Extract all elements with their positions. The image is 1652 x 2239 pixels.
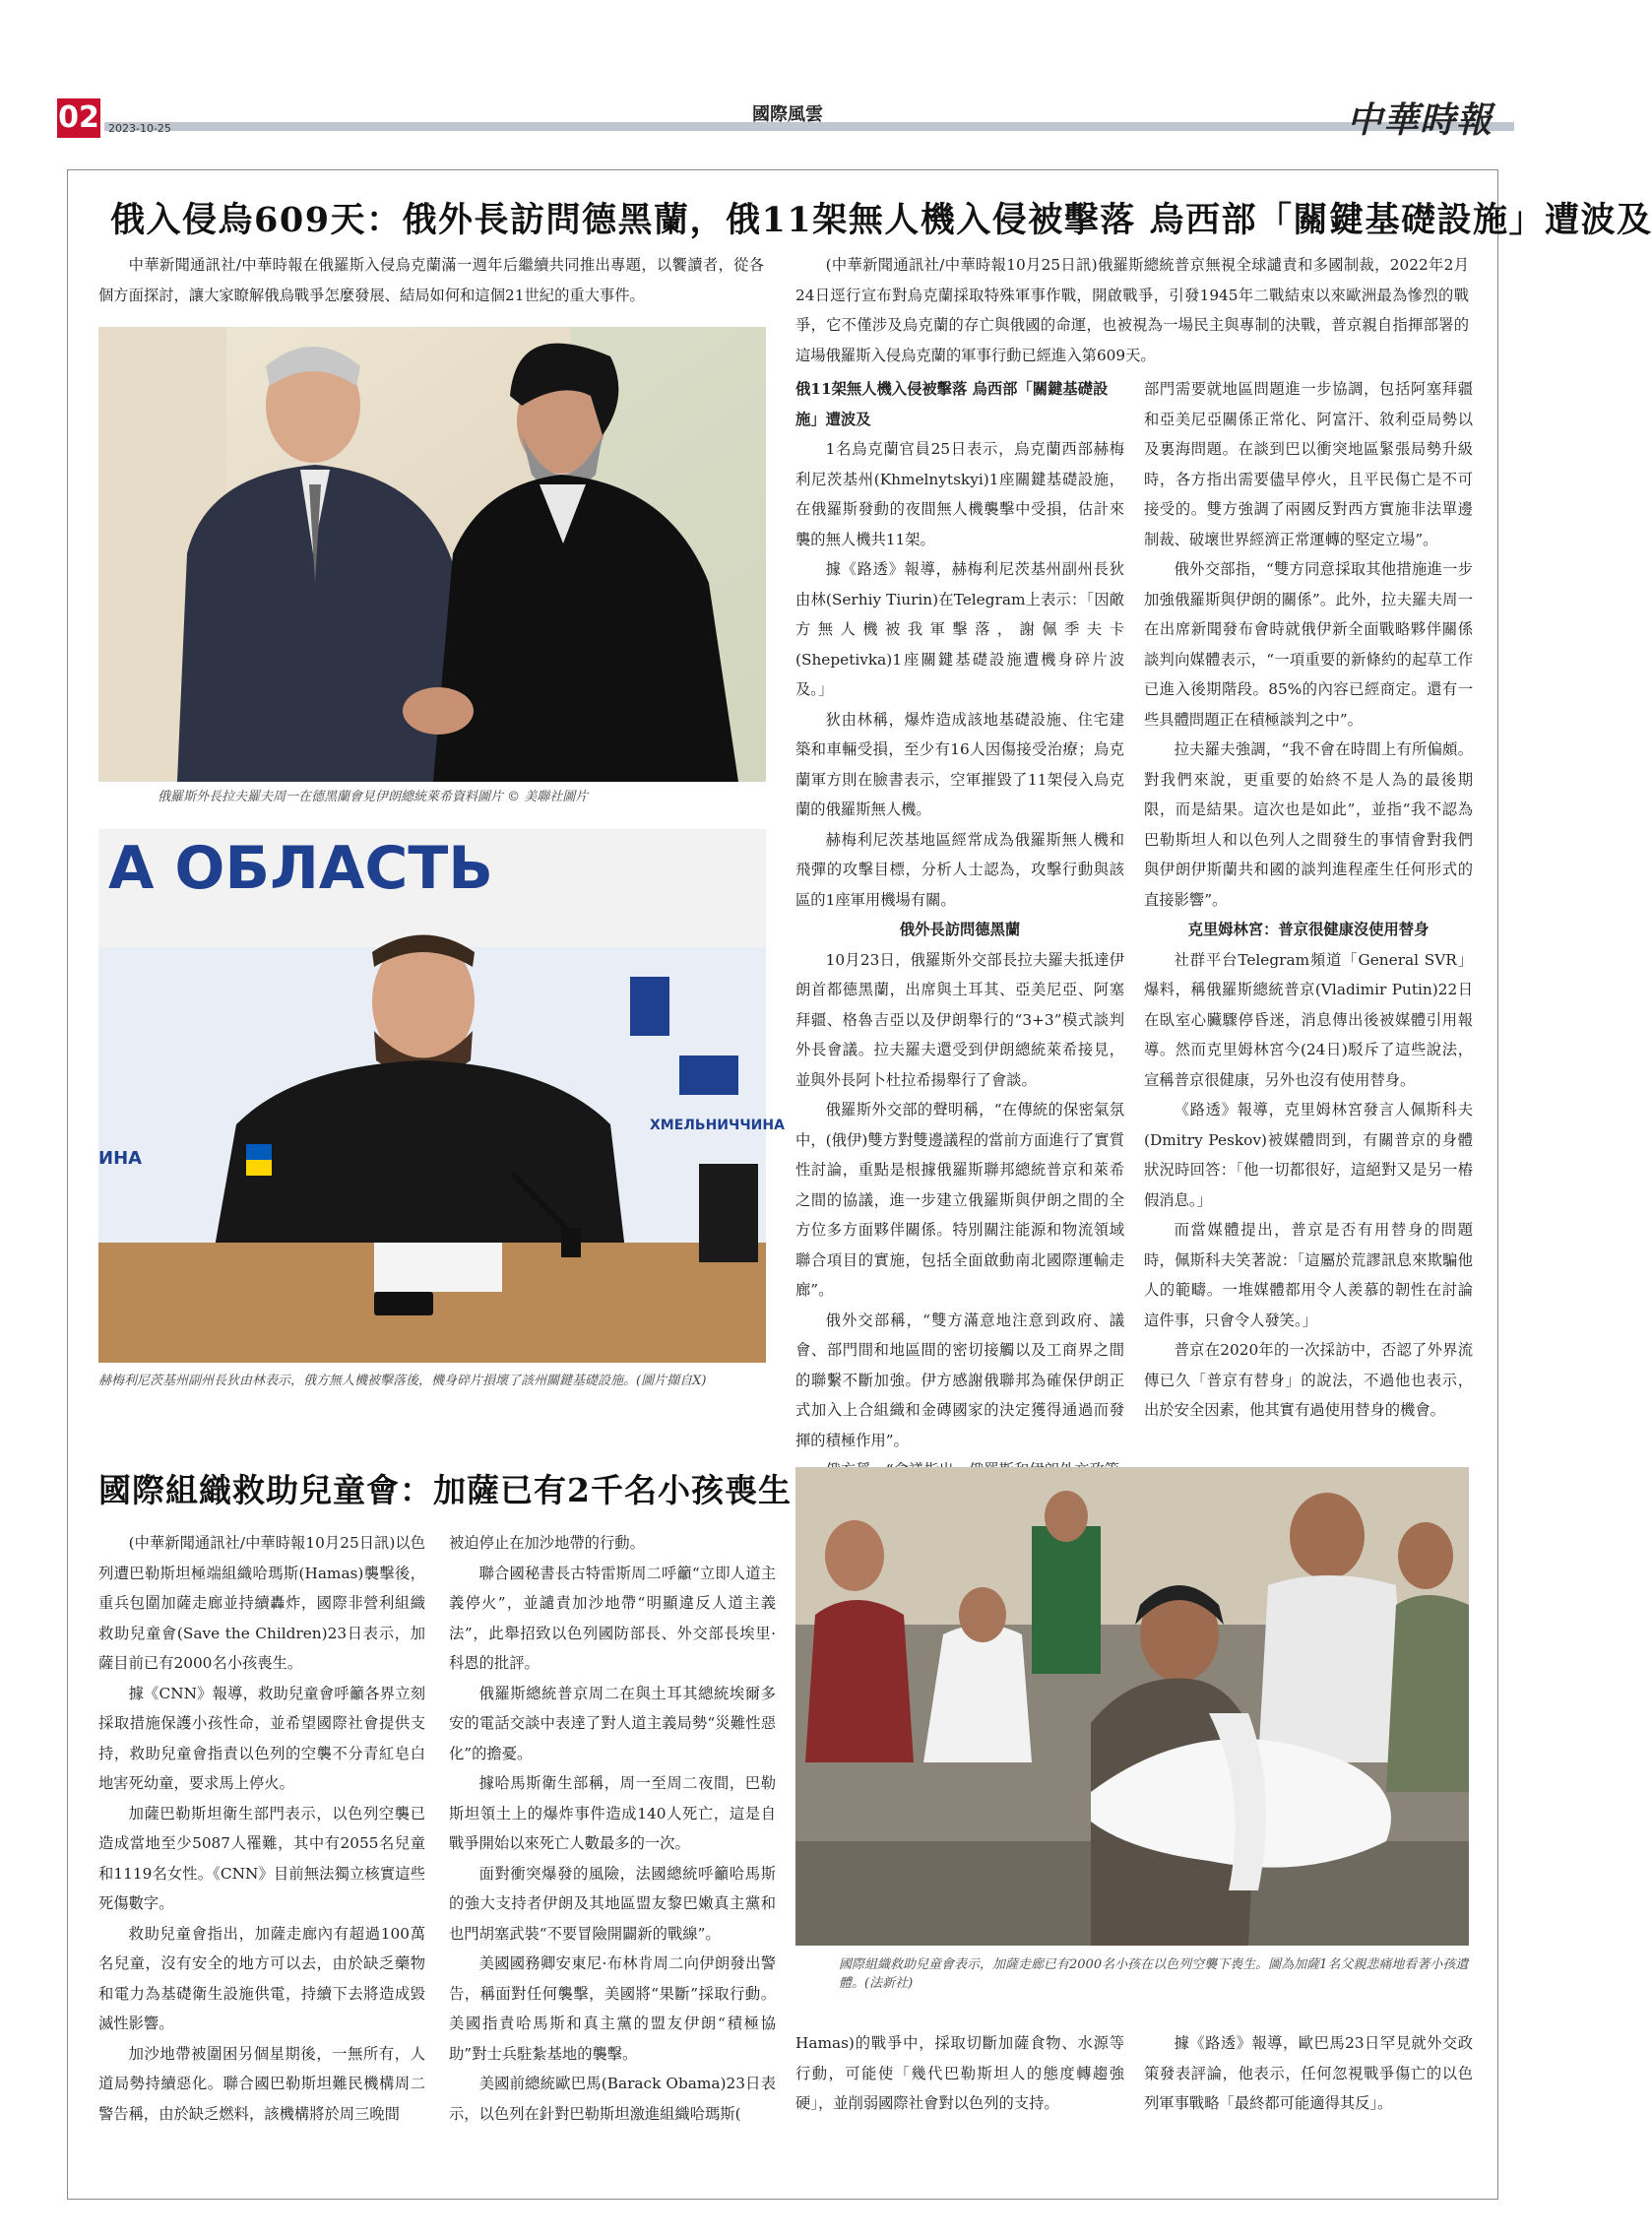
paragraph: 1名烏克蘭官員25日表示，烏克蘭西部赫梅利尼茨基州(Khmelnytskyi)1座關鍵基礎設施，在俄羅斯發動的夜間無人機襲擊中受損，估計來襲的無人機共11架。 [795,440,1124,548]
sign-oblast-text: А ОБЛАСТЬ [108,834,494,903]
article1-subhead-3: 克里姆林宮：普京很健康沒使用替身 [1187,921,1430,938]
paragraph: 據《CNN》報導，救助兒童會呼籲各界立刻採取措施保護小孩性命，並希望國際社會提供支持，救助兒童會指責以色列的空襲不分青紅皂白地害死幼童，要求馬上停火。 [98,1684,425,1792]
paragraph: 美國前總統歐巴馬(Barack Obama)23日表示，以色列在針對巴勒斯坦激進組織哈瑪斯( [449,2075,776,2123]
article1-column-1 [795,374,1124,1486]
article2-column-2 [449,1528,776,2129]
article2-headline: 國際組織救助兒童會：加薩已有2千名小孩喪生 [98,1471,792,1509]
paragraph: 俄羅斯外交部的聲明稱，“在傳統的保密氣氛中，(俄伊)雙方對雙邊議程的當前方面進行了實質性討論，重點是根據俄羅斯聯邦總統普京和萊希之間的協議，進一步建立俄羅斯與伊朗之間的全方位多方面夥伴關係。特別關注能源和物流領域聯合項目的實施，包括全面啟動南北國際運輸走廊”。 [795,1101,1124,1299]
photo3-caption: 國際組織救助兒童會表示，加薩走廊已有2000名小孩在以色列空襲下喪生。圖為加薩1名父親悲痛地看著小孩遺體。(法新社) [839,1957,1469,1991]
photo-lavrov-raisi-image [98,327,766,782]
paragraph: 社群平台Telegram頻道「General SVR」爆料，稱俄羅斯總統普京(Vladimir Putin)22日在臥室心臟驟停昏迷，消息傳出後被媒體引用報導。然而克里姆林宮今(24日)駁斥了這些說法，宣稱普京很健康，另外也沒有使用替身。 [1144,950,1473,1089]
paragraph: 據《路透》報導，歐巴馬23日罕見就外交政策發表評論，他表示，任何忽視戰爭傷亡的以色列軍事戰略「最終都可能適得其反」。 [1144,2034,1473,2112]
paragraph: 拉夫羅夫強調，“我不會在時間上有所偏頗。對我們來說，更重要的始終不是人為的最後期限，而是結果。這次也是如此”，並指“我不認為巴勒斯坦人和以色列人之間發生的事情會對我們與伊朗伊斯蘭共和國的談判進程產生任何形式的直接影響”。 [1144,740,1473,909]
article1-subhead-1: 俄11架無人機入侵被擊落 烏西部「關鍵基礎設施」遭波及 [795,380,1109,428]
paragraph: 狄由林稱，爆炸造成該地基礎設施、住宅建築和車輛受損，至少有16人因傷接受治療；烏克蘭軍方則在臉書表示，空軍摧毀了11架侵入烏克蘭的俄羅斯無人機。 [795,710,1124,818]
photo2-caption: 赫梅利尼茨基州副州長狄由林表示，俄方無人機被擊落後，機身碎片損壞了該州關鍵基礎設施。(圖片擷自X) [98,1374,707,1388]
paragraph: 加薩巴勒斯坦衛生部門表示，以色列空襲已造成當地至少5087人罹難，其中有2055名兒童和1119名女性。《CNN》目前無法獨立核實這些死傷數字。 [98,1804,425,1912]
photo-lavrov-raisi [98,327,766,782]
photo-gaza-image [795,1467,1469,1946]
paragraph: 聯合國秘書長古特雷斯周二呼籲“立即人道主義停火”，並譴責加沙地帶“明顯違反人道主義法”，此舉招致以色列國防部長、外交部長埃里·科恩的批評。 [449,1564,776,1672]
paragraph: 部門需要就地區問題進一步協調，包括阿塞拜疆和亞美尼亞關係正常化、阿富汗、敘利亞局勢以及裏海問題。在談到巴以衝突地區緊張局勢升級時，各方指出需要儘早停火，且平民傷亡是不可接受的。雙方強調了兩國反對西方實施非法單邊制裁、破壞世界經濟正常運轉的堅定立場”。 [1144,380,1473,548]
paragraph: 《路透》報導，克里姆林宮發言人佩斯科夫(Dmitry Peskov)被媒體問到，有關普京的身體狀況時回答：「他一切都很好，這絕對又是另一樁假消息。」 [1144,1101,1473,1209]
sign-khmelnychchyna-text: ХМЕЛЬНИЧЧИНА [650,1118,785,1133]
photo1-caption: 俄羅斯外長拉夫羅夫周一在德黑蘭會見伊朗總統萊希資料圖片 © 美聯社圖片 [158,790,589,804]
section-title: 國際風雲 [752,104,823,125]
paragraph: 俄羅斯總統普京周二在與土耳其總統埃爾多安的電話交談中表達了對人道主義局勢“災難性惡化”的擔憂。 [449,1684,776,1762]
paragraph: 普京在2020年的一次採訪中，否認了外界流傳已久「普京有替身」的說法，不過他也表示，出於安全因素，他其實有過使用替身的機會。 [1144,1341,1473,1419]
article1-intro-right [795,250,1469,370]
paragraph: 美國國務卿安東尼·布林肯周二向伊朗發出警告，稱面對任何襲擊，美國將“果斷”採取行動。美國指責哈馬斯和真主黨的盟友伊朗“積極協助”對士兵駐紮基地的襲擊。 [449,1954,776,2063]
article1-headline: 俄入侵烏609天：俄外長訪問德黑蘭，俄11架無人機入侵被擊落 烏西部「關鍵基礎設施」遭波及 [110,200,1652,240]
newspaper-logo: 中華時報 [1347,99,1493,141]
paragraph: 赫梅利尼茨基地區經常成為俄羅斯無人機和飛彈的攻擊目標，分析人士認為，攻擊行動與該區的1座軍用機場有關。 [795,830,1124,909]
article1-subhead-2: 俄外長訪問德黑蘭 [899,921,1021,938]
article2-column-4 [1144,2028,1473,2119]
paragraph: 而當媒體提出，普京是否有用替身的問題時，佩斯科夫笑著說：「這屬於荒謬訊息來欺騙他人的範疇。一堆媒體都用令人羨慕的韌性在討論這件事，只會令人發笑。」 [1144,1221,1473,1329]
intro-paragraph: (中華新聞通訊社/中華時報10月25日訊)俄羅斯總統普京無視全球譴責和多國制裁，2022年2月24日逕行宣布對烏克蘭採取特殊軍事作戰，開啟戰爭，引發1945年二戰結束以來歐洲最為慘烈的戰爭，它不僅涉及烏克蘭的存亡與俄國的命運，也被視為一場民主與專制的決戰，普京親自指揮部署的這場俄羅斯入侵烏克蘭的軍事行動已經進入第609天。 [795,256,1469,364]
article1-column-2 [1144,374,1473,1426]
intro-paragraph: 中華新聞通訊社/中華時報在俄羅斯入侵烏克蘭滿一週年后繼續共同推出專題，以饗讀者，從各個方面探討，讓大家瞭解俄烏戰爭怎麼發展、結局如何和這個21世紀的重大事件。 [98,256,764,304]
article2-column-1 [98,1528,425,2129]
paragraph: 被迫停止在加沙地帶的行動。 [449,1534,645,1552]
sign-partial-text: ИНА [98,1148,143,1169]
photo-tiurin [98,829,785,1363]
article2-column-3 [795,2028,1124,2119]
page-number: 02 [57,98,100,138]
paragraph: 據哈馬斯衛生部稱，周一至周二夜間，巴勒斯坦領土上的爆炸事件造成140人死亡，這是自戰爭開始以來死亡人數最多的一次。 [449,1774,776,1852]
paragraph: 俄外交部稱，“雙方滿意地注意到政府、議會、部門間和地區間的密切接觸以及工商界之間的聯繫不斷加強。伊方感謝俄聯邦為確保伊朗正式加入上合組織和金磚國家的決定獲得通過而發揮的積極作用”。 [795,1311,1124,1449]
article1-intro-left [98,250,764,310]
paragraph: 加沙地帶被圍困另個星期後，一無所有，人道局勢持續惡化。聯合國巴勒斯坦難民機構周二警告稱，由於缺乏燃料，該機構將於周三晚間 [98,2044,425,2123]
paragraph: 面對衝突爆發的風險，法國總統呼籲哈馬斯的強大支持者伊朗及其地區盟友黎巴嫩真主黨和也門胡塞武裝“不要冒險開闢新的戰線”。 [449,1864,776,1943]
paragraph: 救助兒童會指出，加薩走廊內有超過100萬名兒童，沒有安全的地方可以去，由於缺乏藥物和電力為基礎衛生設施供電，持續下去將造成毀滅性影響。 [98,1924,425,2032]
paragraph: Hamas)的戰爭中，採取切斷加薩食物、水源等行動，可能使「幾代巴勒斯坦人的態度轉趨強硬」，並削弱國際社會對以色列的支持。 [795,2034,1124,2112]
paragraph: 俄外交部指，“雙方同意採取其他措施進一步加強俄羅斯與伊朗的關係”。此外，拉夫羅夫周一在出席新聞發布會時就俄伊新全面戰略夥伴關係談判向媒體表示，“一項重要的新條約的起草工作已進入後期階段。85%的內容已經商定。還有一些具體問題正在積極談判之中”。 [1144,560,1473,729]
paragraph: 10月23日，俄羅斯外交部長拉夫羅夫抵達伊朗首都德黑蘭，出席與土耳其、亞美尼亞、阿塞拜疆、格魯吉亞以及伊朗舉行的“3+3”模式談判外長會議。拉夫羅夫還受到伊朗總統萊希接見，並與外長阿卜杜拉希揚舉行了會談。 [795,950,1124,1089]
paragraph: (中華新聞通訊社/中華時報10月25日訊)以色列遭巴勒斯坦極端組織哈瑪斯(Hamas)襲擊後，重兵包圍加薩走廊並持續轟炸，國際非營利組織救助兒童會(Save the Children)23日表示，加薩目前已有2000名小孩喪生。 [98,1534,425,1672]
paragraph: 據《路透》報導，赫梅利尼茨基州副州長狄由林(Serhiy Tiurin)在Telegram上表示：「因敵方無人機被我軍擊落，謝佩季夫卡(Shepetivka)1座關鍵基礎設施遭機身碎片波及。」 [795,560,1124,698]
photo-tiurin-image [98,829,785,1363]
photo-gaza [795,1467,1469,1946]
issue-date: 2023-10-25 [108,122,171,135]
